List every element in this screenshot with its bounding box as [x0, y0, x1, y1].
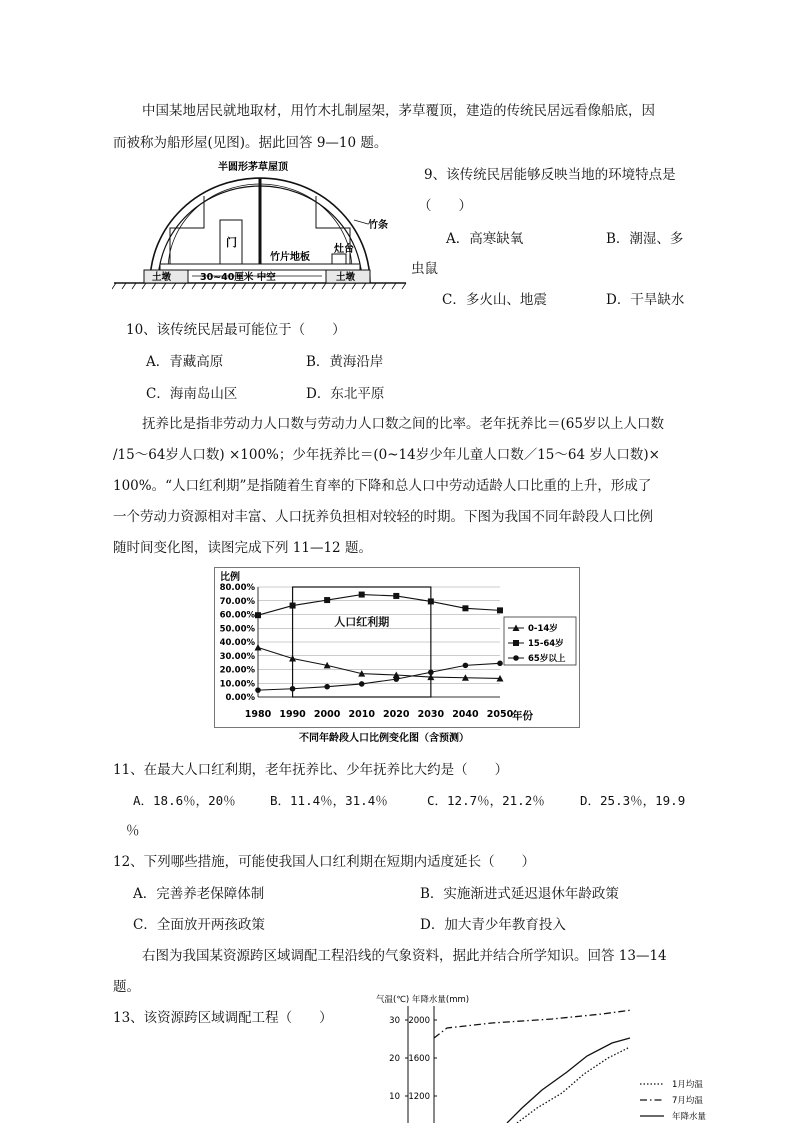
x-tick-label: 2030: [417, 709, 445, 720]
temp-tick-label: 20: [389, 1054, 400, 1064]
passage3-line1: 右图为我国某资源跨区域调配工程沿线的气象资料，据此并结合所学知识。回答 13—14: [142, 948, 667, 964]
q11-stem: 11、在最大人口红利期，老年抚养比、少年抚养比大约是（ ）: [113, 762, 509, 778]
passage2-line2: /15～64岁人口数) ×100%；少年抚养比＝(0~14岁少年儿童人口数／15～64 岁人口数)×: [113, 447, 660, 463]
data-point: [462, 605, 468, 611]
q9-stem: 9、该传统民居能够反映当地的环境特点是: [424, 167, 676, 183]
data-point: [324, 597, 330, 603]
data-point: [290, 686, 296, 692]
q12-stem: 12、下列哪些措施，可能使我国人口红利期在短期内适度延长（ ）: [113, 854, 536, 870]
q10-option-c: C．海南岛山区: [146, 386, 238, 402]
data-point: [359, 592, 365, 598]
passage1-line1: 中国某地居民就地取材，用竹木扎制屋架，茅草覆顶，建造的传统民居远看像船底，因: [142, 103, 655, 119]
data-point: [393, 593, 399, 599]
data-point: [324, 684, 330, 690]
stove-label: 灶台: [334, 244, 354, 255]
q10-option-d: D．东北平原: [306, 386, 385, 402]
chart-ylabel: 比例: [220, 572, 240, 583]
data-point: [290, 603, 296, 609]
temp-tick-label: 30: [389, 1016, 400, 1026]
roof-label: 半圆形茅草屋顶: [218, 162, 288, 173]
y-tick-label: 30.00%: [219, 651, 255, 662]
dividend-annotation: 人口红利期: [334, 615, 390, 629]
passage2-line3: 100%。“人口红利期”是指随着生育率的下降和总人口中劳动适龄人口比重的上升，形成了: [113, 478, 652, 494]
precip-tick-label: 1600: [408, 1054, 430, 1064]
legend-label: 年降水量: [672, 1112, 707, 1122]
q12-option-c: C．全面放开两孩政策: [133, 917, 265, 933]
legend-label: 0-14岁: [528, 624, 558, 634]
x-tick-label: 2040: [452, 709, 479, 720]
legend-label: 15-64岁: [528, 639, 564, 649]
q10-option-a: A．青藏高原: [146, 354, 224, 370]
precip-tick-label: 1200: [408, 1092, 430, 1102]
y-tick-label: 20.00%: [219, 665, 255, 676]
legend-label: 1月均温: [672, 1080, 703, 1090]
climate-ylabel: 气温(℃) 年降水量(mm): [376, 995, 470, 1005]
data-point: [428, 669, 434, 675]
passage3-line2: 题。: [113, 979, 140, 995]
chart-title: 不同年龄段人口比例变化图（含预测）: [299, 733, 469, 744]
passage1-line2: 而被称为船形屋(见图)。据此回答 9—10 题。: [113, 135, 388, 151]
passage2-line1: 抚养比是指非劳动力人口数与劳动力人口数之间的比率。老年抚养比＝(65岁以上人口数: [142, 416, 664, 432]
y-tick-label: 70.00%: [219, 596, 255, 607]
data-point: [255, 612, 261, 618]
july-temp-line: [434, 1010, 632, 1038]
x-tick-label: 2020: [383, 709, 410, 720]
boat-house-diagram: [112, 158, 408, 290]
temp-tick-label: 10: [389, 1092, 400, 1102]
q11-option-d: D．25.3％，19.9: [580, 793, 686, 808]
data-point: [497, 661, 503, 667]
y-tick-label: 80.00%: [219, 583, 255, 593]
bamboo-label: 竹条: [368, 220, 388, 231]
passage2-line5: 随时间变化图，读图完成下列 11—12 题。: [113, 540, 372, 556]
y-tick-label: 10.00%: [219, 679, 255, 690]
data-point: [393, 676, 399, 682]
x-tick-label: 2000: [313, 709, 341, 720]
q11-option-d-cont: ％: [126, 823, 140, 839]
floor-label: 竹片地板: [270, 252, 310, 263]
mound-right-label: 土墩: [336, 272, 356, 283]
legend-label: 65岁以上: [528, 654, 566, 664]
y-tick-label: 40.00%: [219, 638, 255, 648]
annual-precip-line: [507, 1038, 630, 1123]
data-point: [463, 663, 469, 669]
population-ratio-chart: [214, 567, 580, 745]
q12-option-a: A．完善养老保障体制: [133, 886, 265, 902]
q9-paren: （ ）: [418, 198, 472, 214]
gap-label: 30~40厘米 中空: [200, 272, 276, 283]
jan-temp-line: [517, 1048, 628, 1123]
chart-xlabel: 年份: [512, 710, 533, 722]
q9-option-b: B．潮湿、多: [606, 231, 684, 247]
passage2-line4: 一个劳动力资源相对丰富、人口抚养负担相对较轻的时期。下图为我国不同年龄段人口比例: [113, 509, 653, 525]
q11-option-b: B．11.4％，31.4％: [270, 793, 388, 808]
q10-stem: 10、该传统民居最可能位于（ ）: [126, 322, 346, 338]
data-point: [428, 598, 434, 604]
mound-left-label: 土墩: [152, 272, 172, 283]
y-tick-label: 50.00%: [219, 624, 255, 635]
q9-option-c: C．多火山、地震: [442, 292, 547, 308]
climate-chart: [372, 990, 722, 1123]
data-point: [497, 607, 503, 613]
q11-option-a: A．18.6％，20％: [133, 793, 236, 808]
data-point: [359, 681, 365, 687]
q9-option-d: D．干旱缺水: [606, 292, 685, 308]
x-tick-label: 2010: [348, 709, 375, 720]
q11-option-c: C．12.7％，21.2％: [427, 793, 545, 808]
q9-option-b-cont: 虫鼠: [411, 261, 438, 277]
x-tick-label: 2050: [486, 709, 514, 720]
data-point: [255, 687, 261, 693]
door-label: 门: [226, 236, 237, 249]
q12-option-b: B．实施渐进式延迟退休年龄政策: [420, 886, 619, 902]
q9-option-a: A．高寒缺氧: [446, 231, 524, 247]
q12-option-d: D．加大青少年教育投入: [420, 917, 566, 933]
legend-marker: [513, 655, 519, 661]
x-tick-label: 1980: [244, 709, 272, 720]
y-tick-label: 0.00%: [225, 693, 255, 703]
precip-tick-label: 2000: [408, 1016, 430, 1026]
legend-label: 7月均温: [672, 1096, 703, 1106]
y-tick-label: 60.00%: [219, 610, 255, 621]
q13-stem: 13、该资源跨区域调配工程（ ）: [113, 1010, 333, 1026]
q10-option-b: B．黄海沿岸: [306, 354, 384, 370]
x-tick-label: 1990: [279, 709, 306, 720]
legend-marker: [513, 640, 519, 646]
